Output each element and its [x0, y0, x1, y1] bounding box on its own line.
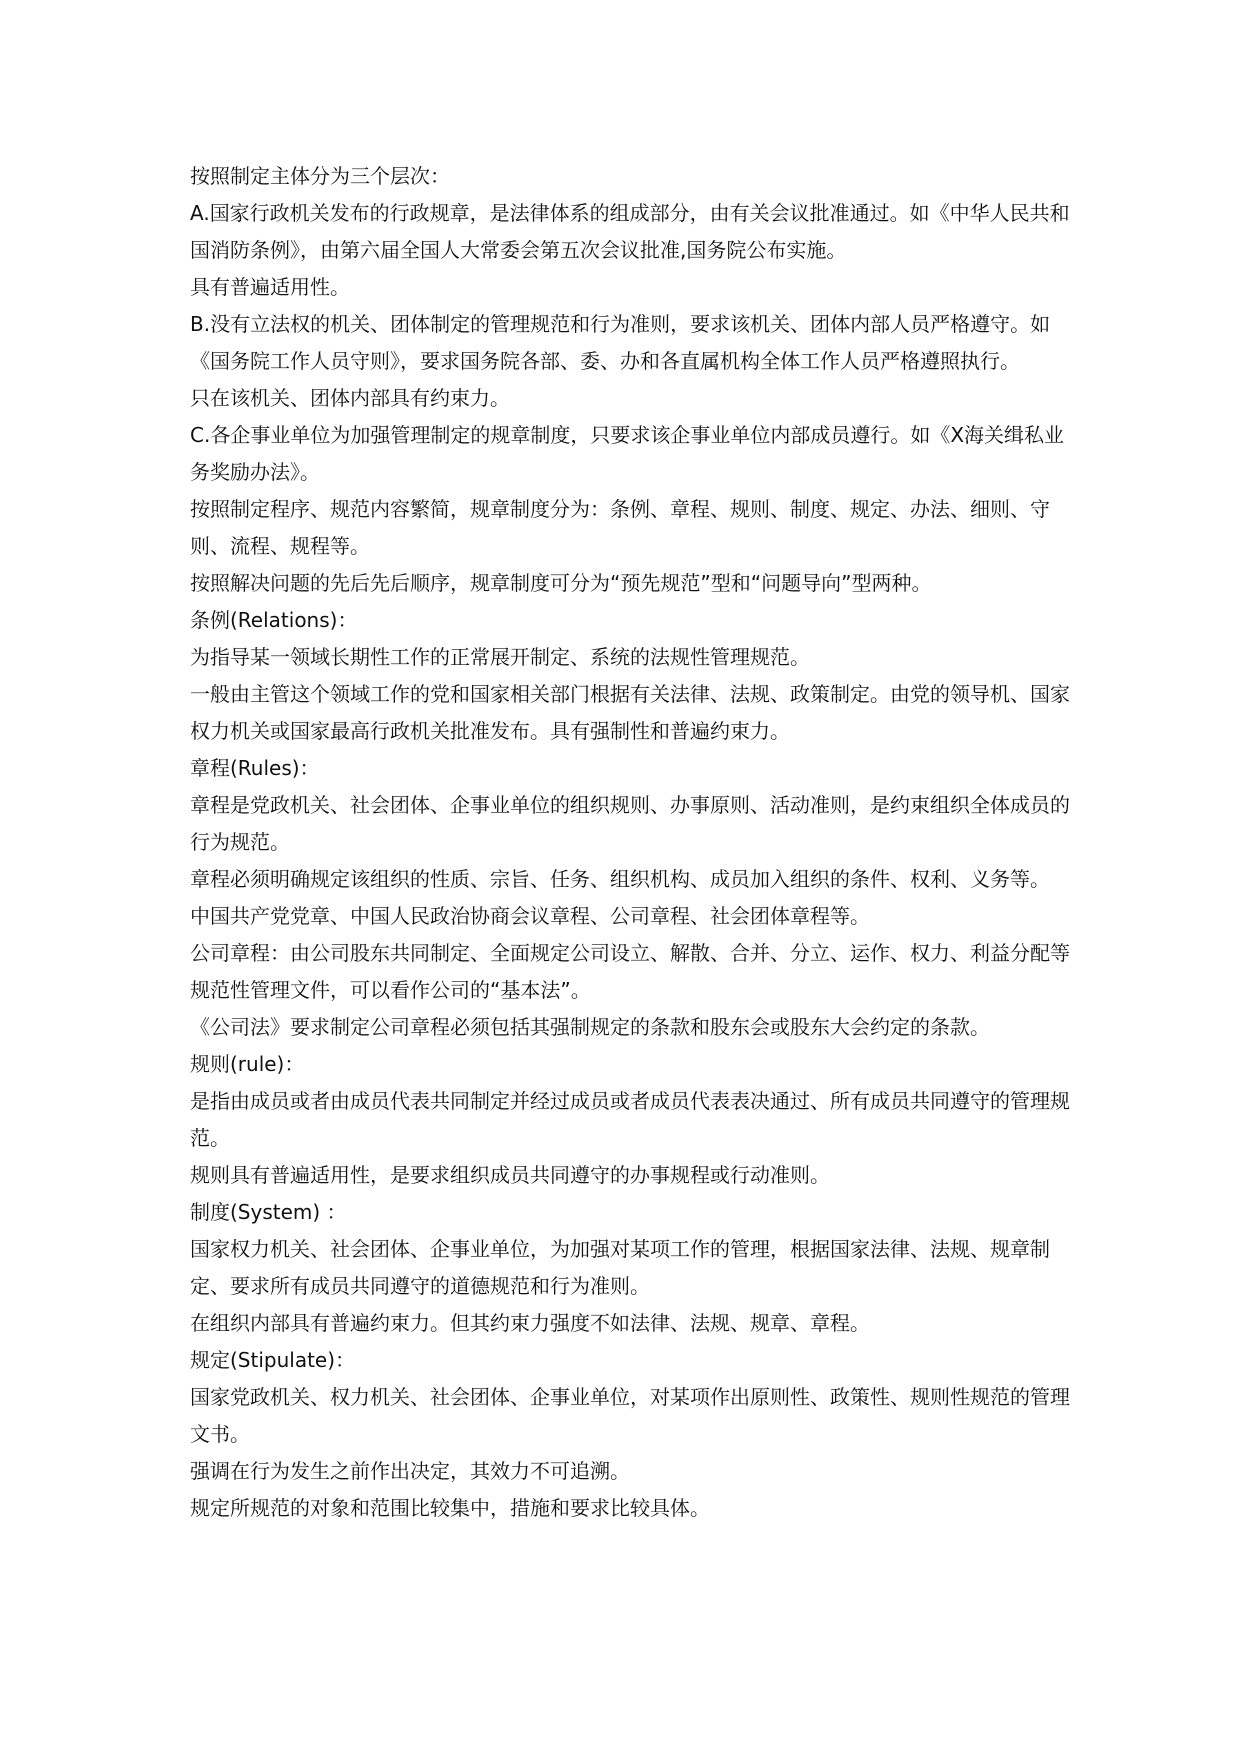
paragraph-rule-applicability: 规则具有普遍适用性，是要求组织成员共同遵守的办事规程或行动准则。	[190, 1163, 830, 1187]
paragraph-stipulate-definition: 国家党政机关、权力机关、社会团体、企事业单位，对某项作出原则性、政策性、规则性规范的管理文书。	[190, 1385, 1070, 1446]
paragraph-system-definition: 国家权力机关、社会团体、企事业单位，为加强对某项工作的管理，根据国家法律、法规、规章制定、要求所有成员共同遵守的道德规范和行为准则。	[190, 1237, 1050, 1298]
paragraph-level-a: A.国家行政机关发布的行政规章，是法律体系的组成部分，由有关会议批准通过。如《中华人民共和国消防条例》，由第六届全国人大常委会第五次会议批准,国务院公布实施。	[190, 201, 1070, 262]
paragraph-rules-definition: 章程是党政机关、社会团体、企事业单位的组织规则、办事原则、活动准则，是约束组织全体成员的行为规范。	[190, 793, 1070, 854]
paragraph-types-list: 按照制定程序、规范内容繁简，规章制度分为：条例、章程、规则、制度、规定、办法、细则、守则、流程、规程等。	[190, 497, 1050, 558]
paragraph-stipulate-scope: 规定所规范的对象和范围比较集中，措施和要求比较具体。	[190, 1496, 710, 1520]
paragraph-rules-examples: 中国共产党党章、中国人民政治协商会议章程、公司章程、社会团体章程等。	[190, 904, 870, 928]
heading-rules: 章程(Rules)：	[190, 756, 320, 780]
paragraph-system-binding: 在组织内部具有普遍约束力。但其约束力强度不如法律、法规、规章、章程。	[190, 1311, 870, 1335]
paragraph-order-types: 按照解决问题的先后先后顺序，规章制度可分为“预先规范”型和“问题导向”型两种。	[190, 571, 932, 595]
paragraph-company-charter: 公司章程：由公司股东共同制定、全面规定公司设立、解散、合并、分立、运作、权力、利益分配等规范性管理文件，可以看作公司的“基本法”。	[190, 941, 1070, 1002]
paragraph-level-b-note: 只在该机关、团体内部具有约束力。	[190, 386, 510, 410]
paragraph-stipulate-timing: 强调在行为发生之前作出决定，其效力不可追溯。	[190, 1459, 630, 1483]
heading-system: 制度(System) ：	[190, 1200, 347, 1224]
paragraph-rule-definition: 是指由成员或者由成员代表共同制定并经过成员或者成员代表表决通过、所有成员共同遵守的管理规范。	[190, 1089, 1070, 1150]
paragraph-relations-detail: 一般由主管这个领域工作的党和国家相关部门根据有关法律、法规、政策制定。由党的领导机、国家权力机关或国家最高行政机关批准发布。具有强制性和普遍约束力。	[190, 682, 1070, 743]
paragraph-hierarchy-intro: 按照制定主体分为三个层次：	[190, 164, 450, 188]
paragraph-level-a-note: 具有普遍适用性。	[190, 275, 350, 299]
heading-stipulate: 规定(Stipulate)：	[190, 1348, 356, 1372]
paragraph-relations-definition: 为指导某一领域长期性工作的正常展开制定、系统的法规性管理规范。	[190, 645, 810, 669]
paragraph-rules-content: 章程必须明确规定该组织的性质、宗旨、任务、组织机构、成员加入组织的条件、权利、义务等。	[190, 867, 1050, 891]
paragraph-level-c: C.各企事业单位为加强管理制定的规章制度，只要求该企事业单位内部成员遵行。如《X海关缉私业务奖励办法》。	[190, 423, 1065, 484]
paragraph-level-b: B.没有立法权的机关、团体制定的管理规范和行为准则，要求该机关、团体内部人员严格遵守。如《国务院工作人员守则》，要求国务院各部、委、办和各直属机构全体工作人员严格遵照执行。	[190, 312, 1051, 373]
document-body	[190, 158, 1070, 1527]
paragraph-company-law: 《公司法》要求制定公司章程必须包括其强制规定的条款和股东会或股东大会约定的条款。	[190, 1015, 990, 1039]
heading-rule: 规则(rule)：	[190, 1052, 305, 1076]
heading-relations: 条例(Relations)：	[190, 608, 358, 632]
